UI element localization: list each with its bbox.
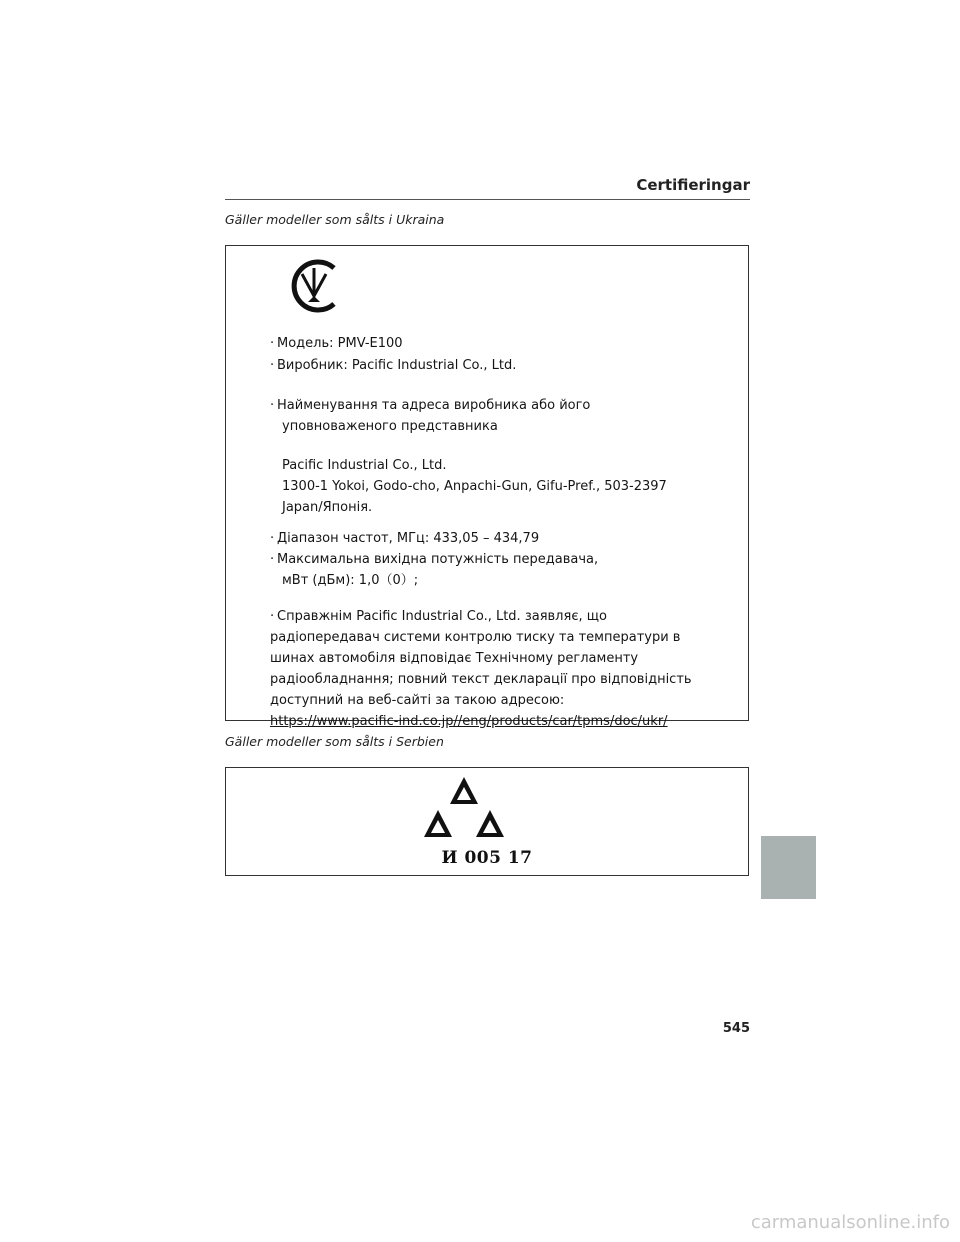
- bullet: ·: [270, 358, 275, 373]
- bullet: ·: [270, 552, 275, 567]
- page-number: 545: [722, 1021, 750, 1036]
- chapter-side-tab: [761, 836, 816, 899]
- representative-block: · Найменування та адреса виробника або його уповноваженого представника: [270, 395, 728, 437]
- frequency-power-block: · Діапазон частот, МГц: 433,05 – 434,79 · Максимальна вихідна потужність передавача, мВт (дБм): 1,0（0）;: [270, 528, 728, 591]
- bullet: ·: [270, 336, 275, 351]
- bullet: ·: [270, 531, 275, 546]
- declaration-url: https://www.pacific-ind.co.jp//eng/products/car/tpms/doc/ukr/: [270, 714, 668, 729]
- address-block: Pacific Industrial Co., Ltd. 1300-1 Yokoi, Godo-cho, Anpachi-Gun, Gifu-Pref., 503-2397 Japan/Японія.: [282, 458, 667, 515]
- ukraine-caption: Gäller modeller som sålts i Ukraina: [225, 212, 445, 227]
- bullet: ·: [270, 609, 275, 624]
- serbia-certificate-box: [225, 767, 749, 876]
- serbian-triple-triangle-mark-icon: [416, 774, 512, 840]
- manufacturer-line: · Виробник: Pacific Industrial Co., Ltd.: [270, 355, 728, 376]
- ukrainian-conformity-mark-icon: [284, 258, 344, 314]
- watermark: carmanualsonline.info: [750, 1212, 950, 1233]
- serbia-caption: Gäller modeller som sålts i Serbien: [225, 734, 444, 749]
- model-line: · Модель: PMV-E100: [270, 333, 728, 354]
- declaration-block: · Справжнім Pacific Industrial Co., Ltd. заявляє, що радіопередавач системи контролю тиску та температури в шинах автомобіля відповідає Технічному регламенту радіообладнання; повний текст декларації про відповідність доступний на веб-сайті за такою адресою: https://www.pacific-ind.co.jp//eng/products/car/tpms/doc/ukr/: [270, 606, 728, 732]
- bullet: ·: [270, 398, 275, 413]
- ukraine-certificate-box: [225, 245, 749, 729]
- section-title: Certifieringar: [636, 176, 750, 194]
- header-rule: [225, 199, 750, 200]
- serbian-mark-code: И 005 17: [441, 848, 533, 868]
